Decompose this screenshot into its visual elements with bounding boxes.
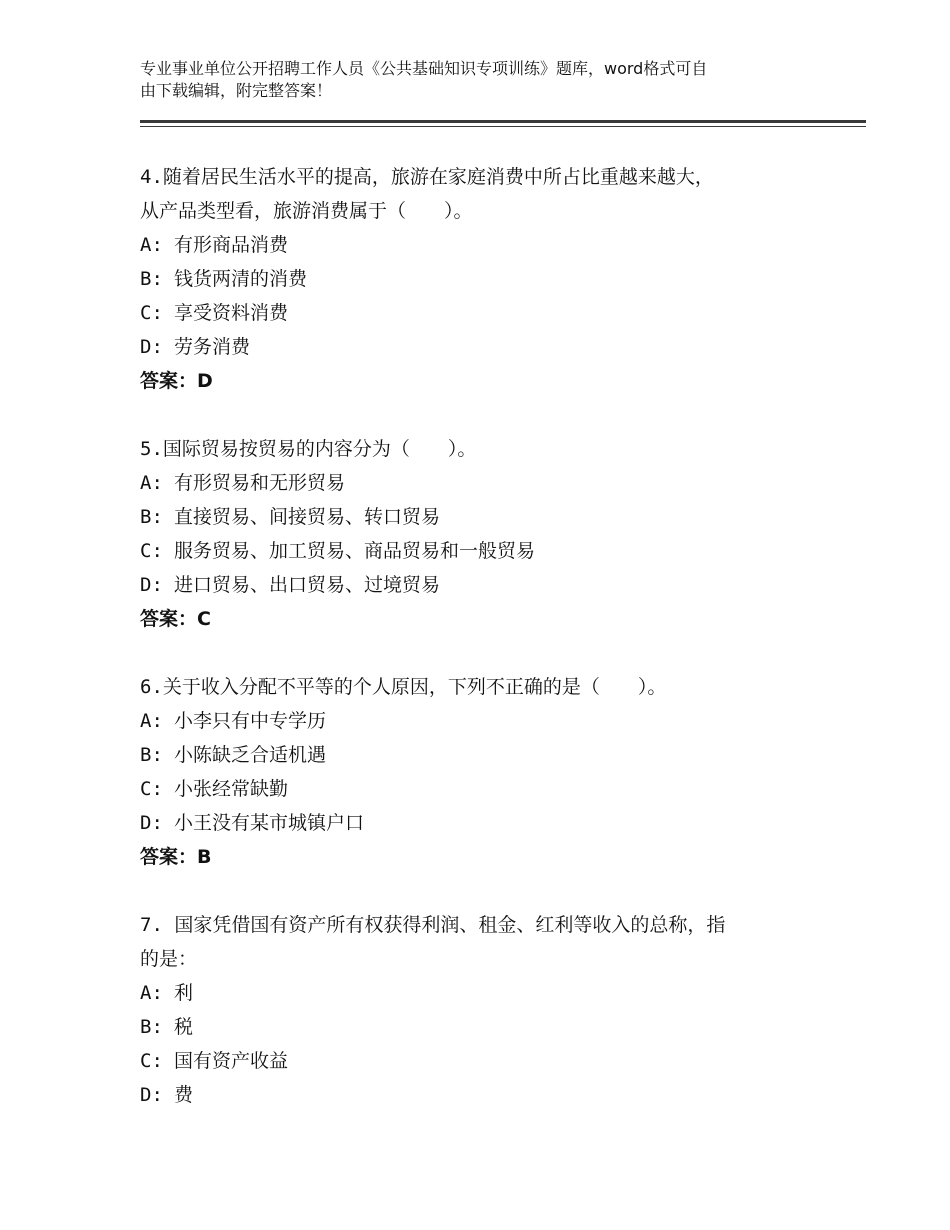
option-a bbox=[140, 976, 840, 1010]
question-stem bbox=[140, 432, 840, 466]
option-letter: C: bbox=[140, 540, 163, 562]
question-stem-line: 的是： bbox=[140, 948, 198, 970]
option-a bbox=[140, 704, 840, 738]
option-text: 进口贸易、出口贸易、过境贸易 bbox=[174, 574, 441, 596]
option-text: 利 bbox=[174, 982, 194, 1004]
option-b bbox=[140, 500, 840, 534]
question-5 bbox=[140, 432, 840, 636]
option-text: 小张经常缺勤 bbox=[174, 778, 289, 800]
document-header bbox=[140, 58, 820, 102]
option-c bbox=[140, 296, 840, 330]
option-text: 享受资料消费 bbox=[174, 302, 289, 324]
option-d bbox=[140, 806, 840, 840]
option-letter: A: bbox=[140, 710, 163, 732]
answer-label: 答案：D bbox=[140, 370, 213, 392]
option-c bbox=[140, 534, 840, 568]
option-text: 国有资产收益 bbox=[174, 1050, 289, 1072]
question-stem bbox=[140, 670, 840, 704]
option-letter: D: bbox=[140, 336, 163, 358]
question-list bbox=[140, 160, 840, 1146]
option-text: 直接贸易、间接贸易、转口贸易 bbox=[174, 506, 441, 528]
option-text: 小王没有某市城镇户口 bbox=[174, 812, 365, 834]
option-b bbox=[140, 262, 840, 296]
option-letter: D: bbox=[140, 1084, 163, 1106]
answer-label: 答案：C bbox=[140, 608, 211, 630]
option-letter: B: bbox=[140, 1016, 163, 1038]
header-title-line-2: 由下载编辑，附完整答案！ bbox=[140, 81, 333, 100]
option-a bbox=[140, 228, 840, 262]
question-stem-line: 6.关于收入分配不平等的个人原因，下列不正确的是（ ）。 bbox=[140, 676, 667, 698]
option-text: 小陈缺乏合适机遇 bbox=[174, 744, 327, 766]
header-divider-thick bbox=[140, 120, 866, 123]
question-6 bbox=[140, 670, 840, 874]
header-divider-thin bbox=[140, 126, 866, 127]
option-text: 小李只有中专学历 bbox=[174, 710, 327, 732]
option-text: 税 bbox=[174, 1016, 194, 1038]
option-letter: A: bbox=[140, 234, 163, 256]
question-4 bbox=[140, 160, 840, 398]
option-text: 劳务消费 bbox=[174, 336, 251, 358]
option-text: 钱货两清的消费 bbox=[174, 268, 308, 290]
option-letter: C: bbox=[140, 778, 163, 800]
option-letter: C: bbox=[140, 1050, 163, 1072]
question-stem-line: 从产品类型看，旅游消费属于（ ）。 bbox=[140, 200, 473, 222]
answer-label: 答案：B bbox=[140, 846, 212, 868]
option-text: 有形贸易和无形贸易 bbox=[174, 472, 346, 494]
option-letter: B: bbox=[140, 744, 163, 766]
option-letter: A: bbox=[140, 472, 163, 494]
option-letter: D: bbox=[140, 812, 163, 834]
header-title-line-1: 专业事业单位公开招聘工作人员《公共基础知识专项训练》题库，word格式可自 bbox=[140, 59, 708, 78]
question-stem-line: 4.随着居民生活水平的提高，旅游在家庭消费中所占比重越来越大， bbox=[140, 166, 714, 188]
question-stem bbox=[140, 908, 840, 976]
option-text: 有形商品消费 bbox=[174, 234, 289, 256]
option-letter: A: bbox=[140, 982, 163, 1004]
option-text: 服务贸易、加工贸易、商品贸易和一般贸易 bbox=[174, 540, 536, 562]
option-b bbox=[140, 1010, 840, 1044]
option-letter: B: bbox=[140, 268, 163, 290]
option-a bbox=[140, 466, 840, 500]
question-7 bbox=[140, 908, 840, 1112]
option-c bbox=[140, 772, 840, 806]
option-b bbox=[140, 738, 840, 772]
question-stem-line: 7. 国家凭借国有资产所有权获得利润、租金、红利等收入的总称，指 bbox=[140, 914, 726, 936]
option-letter: D: bbox=[140, 574, 163, 596]
option-d bbox=[140, 330, 840, 364]
option-text: 费 bbox=[174, 1084, 194, 1106]
question-stem bbox=[140, 160, 840, 228]
option-letter: C: bbox=[140, 302, 163, 324]
option-d bbox=[140, 568, 840, 602]
option-letter: B: bbox=[140, 506, 163, 528]
option-d bbox=[140, 1078, 840, 1112]
option-c bbox=[140, 1044, 840, 1078]
question-stem-line: 5.国际贸易按贸易的内容分为（ ）。 bbox=[140, 438, 477, 460]
